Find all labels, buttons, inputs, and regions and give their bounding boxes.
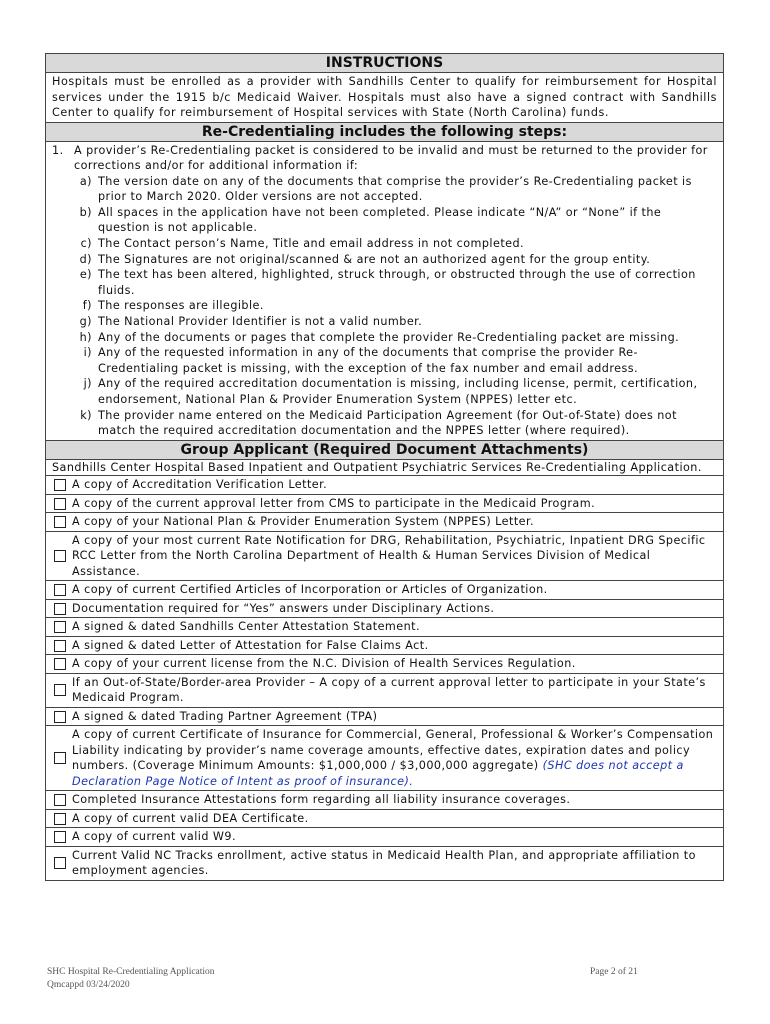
item-text: The text has been altered, highlighted, struck through, or obstructed through the use of correction fluids. [98,268,696,297]
item-letter: c) [80,237,92,251]
attachment-label [72,637,723,655]
item-letter: g) [79,315,92,329]
attachment-label [72,847,723,880]
group-intro: Sandhills Center Hospital Based Inpatient and Outpatient Psychiatric Services Re-Credentialing Application. [46,460,723,477]
group-applicant-header: Group Applicant (Required Document Attachments) [46,441,723,460]
attachment-row [46,637,723,656]
recredentialing-header: Re-Credentialing includes the following steps: [46,123,723,142]
attachment-checkbox[interactable] [54,498,66,510]
attachment-text: A copy of current Certified Articles of Incorporation or Articles of Organization. [72,583,548,597]
recred-step-item [52,408,717,439]
attachment-label [72,618,723,636]
attachment-row [46,655,723,674]
attachment-text: A copy of your current license from the N.C. Division of Health Services Regulation. [72,657,576,671]
attachment-label [72,708,723,726]
attachment-label [72,513,723,531]
attachment-label [72,655,723,673]
attachment-label [72,532,723,581]
attachment-checkbox[interactable] [54,584,66,596]
attachment-checkbox[interactable] [54,794,66,806]
item-text: Any of the required accreditation documentation is missing, including license, permit, certification, endorsement, National Plan & Provider Enumeration System (NPPES) letter etc. [98,377,698,406]
insurance-note: (SHC does not accept a Declaration Page Notice of Intent as proof of insurance). [72,759,684,788]
recred-step-item [52,205,717,236]
footer-version: Qmcappd 03/24/2020 [47,980,130,990]
recred-step-item [52,236,717,252]
attachment-text: A copy of Accreditation Verification Letter. [72,478,328,492]
footer-page-number: Page 2 of 21 [590,967,638,977]
recred-step-item [52,314,717,330]
attachment-row [46,476,723,495]
attachment-row [46,513,723,532]
attachment-text: A copy of current valid DEA Certificate. [72,811,309,825]
attachment-label [72,828,723,846]
item-text: The provider name entered on the Medicaid Participation Agreement (for Out-of-State) does not match the required accreditation documentation and the NPPES letter (where required). [98,408,677,438]
attachment-checkbox[interactable] [54,711,66,723]
item-text: All spaces in the application have not been completed. Please indicate “N/A” or “None” if the question is not applicable. [98,205,662,235]
item-letter: k) [80,408,92,422]
attachment-label [72,600,723,618]
item-text: The Signatures are not original/scanned & are not an authorized agent for the group entity. [98,252,651,266]
attachment-text: Documentation required for “Yes” answers under Disciplinary Actions. [72,601,495,615]
attachment-text: A signed & dated Trading Partner Agreement (TPA) [72,709,378,723]
item-letter: b) [79,205,92,219]
item-letter: h) [79,330,92,344]
attachment-row [46,532,723,582]
attachment-text: A copy of the current approval letter from CMS to participate in the Medicaid Program. [72,496,596,510]
attachment-checkbox[interactable] [54,857,66,869]
item-text: The National Provider Identifier is not a valid number. [98,315,423,329]
item-letter: a) [79,174,92,188]
attachment-text: If an Out-of-State/Border-area Provider – A copy of a current approval letter to participate in your State’s Medicaid Program. [72,675,706,705]
attachment-checkbox[interactable] [54,516,66,528]
attachment-checkbox[interactable] [54,684,66,696]
attachment-checkbox[interactable] [54,603,66,615]
attachment-label [72,791,723,809]
instructions-header: INSTRUCTIONS [46,54,723,73]
attachment-checkbox[interactable] [54,813,66,825]
recred-step-item [52,376,717,407]
attachment-row [46,600,723,619]
item-letter: j) [83,377,92,391]
document-form [45,53,724,881]
footer-left [47,966,215,992]
item-letter: e) [79,268,92,282]
attachment-row [46,810,723,829]
step-number: 1. [52,143,64,157]
recred-step-item [52,330,717,346]
attachment-text: A copy of your most current Rate Notification for DRG, Rehabilitation, Psychiatric, Inpatient DRG Specific RCC Letter from the North Carolina Department of Health & Human Services Division of Medical Assistance. [72,533,706,578]
item-text: The responses are illegible. [98,299,264,313]
attachment-text: A copy of current valid W9. [72,830,236,844]
item-text: The Contact person’s Name, Title and email address in not completed. [98,237,525,251]
attachment-label [72,726,723,790]
attachment-text: A copy of your National Plan & Provider Enumeration System (NPPES) Letter. [72,515,535,529]
attachment-text: A signed & dated Sandhills Center Attestation Statement. [72,620,420,634]
attachment-row [46,828,723,847]
attachment-row [46,708,723,727]
attachment-checkbox[interactable] [54,831,66,843]
attachment-text: A signed & dated Letter of Attestation for False Claims Act. [72,638,429,652]
footer-doc-title: SHC Hospital Re-Credentialing Application [47,967,215,977]
attachment-checkbox[interactable] [54,479,66,491]
attachment-text: Completed Insurance Attestations form regarding all liability insurance coverages. [72,793,571,807]
attachment-checkbox[interactable] [54,640,66,652]
step-text: A provider’s Re-Credentialing packet is considered to be invalid and must be returned to the provider for corrections and/or for additional information if: [74,143,708,173]
item-text: Any of the requested information in any of the documents that comprise the provider Re-Credentialing packet is missing, with the exception of the fax number and email address. [98,346,639,375]
recred-step-item [52,252,717,268]
attachment-row [46,674,723,708]
attachment-row [46,495,723,514]
item-text: The version date on any of the documents that comprise the provider’s Re-Credentialing packet is prior to March 2020. Older versions are not accepted. [98,174,692,204]
item-letter: i) [83,346,92,360]
attachment-row [46,847,723,880]
attachment-checkbox[interactable] [54,752,66,764]
attachment-checkbox[interactable] [54,621,66,633]
attachment-text: Current Valid NC Tracks enrollment, active status in Medicaid Health Plan, and appropriate affiliation to employment agencies. [72,848,696,878]
attachment-label [72,674,723,707]
attachment-checkbox[interactable] [54,658,66,670]
attachment-label [72,810,723,828]
recred-step-item [52,174,717,205]
recred-step-item [52,267,717,298]
attachment-row [46,791,723,810]
attachment-label [72,581,723,599]
item-letter: d) [79,252,92,266]
attachment-label [72,495,723,513]
recredentialing-steps [46,142,723,441]
item-letter: f) [82,299,92,313]
attachment-row [46,581,723,600]
item-text: Any of the documents or pages that complete the provider Re-Credentialing packet are missing. [98,330,680,344]
step-1 [52,143,717,174]
attachment-checkbox[interactable] [54,550,66,562]
attachment-row [46,618,723,637]
recred-step-item [52,345,717,376]
attachment-text: A copy of current Certificate of Insurance for Commercial, General, Professional & Worker’s Compensation Liability indicating by provider’s name coverage amounts, effective dates, expiration dates and policy numbers. (Coverage Minimum Amounts: $1,000,000 / $3,000,000 aggregate) [72,728,714,773]
attachment-label [72,476,723,494]
attachment-row [46,726,723,791]
recred-step-item [52,298,717,314]
instructions-paragraph: Hospitals must be enrolled as a provider with Sandhills Center to qualify for reimbursement for Hospital services under the 1915 b/c Medicaid Waiver. Hospitals must also have a signed contract with Sandhills Center to qualify for reimbursement of Hospital services with State (North Carolina) funds. [46,73,723,123]
